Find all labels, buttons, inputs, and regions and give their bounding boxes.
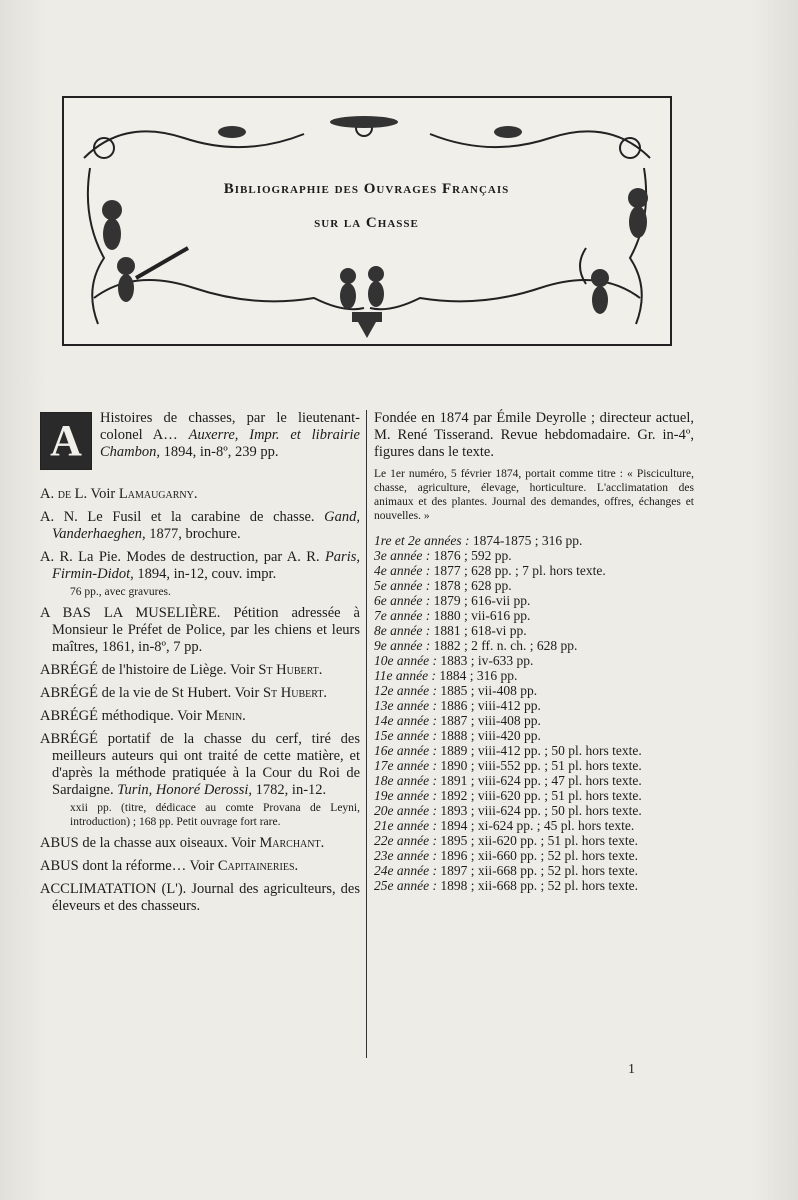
entry bbox=[40, 605, 360, 656]
entry-text: de la vie de St Hubert. Voir bbox=[98, 685, 263, 701]
year-row bbox=[374, 848, 694, 863]
year-detail: 1893 ; viii-624 pp. ; 50 pl. hors texte. bbox=[436, 803, 642, 818]
year-label: 24e année : bbox=[374, 863, 437, 878]
entry-tail: 1782, in-12. bbox=[252, 782, 327, 798]
year-detail: 1884 ; 316 pp. bbox=[435, 668, 518, 683]
column-divider bbox=[366, 410, 367, 1058]
entry bbox=[40, 486, 360, 503]
year-row bbox=[374, 698, 694, 713]
year-detail: 1879 ; 616-vii pp. bbox=[430, 593, 531, 608]
year-label: 11e année : bbox=[374, 668, 436, 683]
year-row bbox=[374, 533, 694, 548]
entry-tail: 1894, in-12, couv. impr. bbox=[133, 566, 277, 582]
year-label: 19e année : bbox=[374, 788, 437, 803]
year-row bbox=[374, 863, 694, 878]
entry-tail: 1894, in-8º, 239 pp. bbox=[163, 444, 279, 460]
year-detail: 1897 ; xii-668 pp. ; 52 pl. hors texte. bbox=[436, 863, 638, 878]
year-row bbox=[374, 608, 694, 623]
entry bbox=[40, 881, 360, 915]
year-detail: 1882 ; 2 ff. n. ch. ; 628 pp. bbox=[430, 638, 578, 653]
entry-publisher: Auxerre, Impr. et librairie Chambon, bbox=[100, 427, 360, 460]
entry-publisher: Gand, Vanderhaeghen, bbox=[52, 509, 360, 542]
entry-text: La Pie. Modes de destruction, par A. R. bbox=[72, 549, 325, 565]
year-row bbox=[374, 773, 694, 788]
year-row bbox=[374, 713, 694, 728]
year-label: 10e année : bbox=[374, 653, 437, 668]
year-row bbox=[374, 878, 694, 893]
entry-ref: St Hubert. bbox=[258, 662, 323, 678]
year-label: 21e année : bbox=[374, 818, 437, 833]
entry bbox=[40, 662, 360, 679]
year-row bbox=[374, 668, 694, 683]
year-detail: 1890 ; viii-552 pp. ; 51 pl. hors texte. bbox=[436, 758, 642, 773]
entry-publisher: Turin, Honoré Derossi, bbox=[117, 782, 253, 798]
ornamental-header bbox=[62, 96, 672, 346]
entry-text: portatif de la chasse du cerf, tiré des meilleurs auteurs qui ont traité de cette matière, et d'après la méthode pratiquée à la Cour du Roi de Sardaigne. bbox=[52, 731, 360, 798]
entry-dropcap bbox=[40, 410, 360, 478]
year-label: 8e année : bbox=[374, 623, 431, 638]
decorated-initial: A bbox=[40, 412, 92, 470]
entry-head: ABRÉGÉ bbox=[40, 685, 98, 701]
year-label: 20e année : bbox=[374, 803, 437, 818]
entry-text: méthodique. Voir bbox=[98, 708, 206, 724]
year-detail: 1874-1875 ; 316 pp. bbox=[469, 533, 583, 548]
year-detail: 1889 ; viii-412 pp. ; 50 pl. hors texte. bbox=[436, 743, 642, 758]
year-label: 16e année : bbox=[374, 743, 437, 758]
entry-head: ABUS bbox=[40, 858, 79, 874]
year-label: 18e année : bbox=[374, 773, 437, 788]
year-label: 9e année : bbox=[374, 638, 431, 653]
entry bbox=[40, 509, 360, 543]
year-detail: 1876 ; 592 pp. bbox=[430, 548, 512, 563]
entry-head: ABRÉGÉ bbox=[40, 731, 98, 747]
year-detail: 1877 ; 628 pp. ; 7 pl. hors texte. bbox=[430, 563, 606, 578]
entry-head: ABRÉGÉ bbox=[40, 662, 98, 678]
entry bbox=[40, 549, 360, 599]
entry-ref: Capitaineries. bbox=[217, 858, 299, 874]
entry bbox=[40, 835, 360, 852]
entry-ref: St Hubert. bbox=[262, 685, 328, 701]
entry-note: 76 pp., avec gravures. bbox=[70, 586, 171, 598]
year-label: 5e année : bbox=[374, 578, 431, 593]
entry-tail: 1877, brochure. bbox=[145, 526, 241, 542]
entry-text: Voir bbox=[87, 486, 119, 502]
year-row bbox=[374, 623, 694, 638]
year-detail: 1891 ; viii-624 pp. ; 47 pl. hors texte. bbox=[436, 773, 642, 788]
left-column bbox=[40, 410, 360, 921]
year-label: 4e année : bbox=[374, 563, 431, 578]
year-label: 15e année : bbox=[374, 728, 437, 743]
year-detail: 1881 ; 618-vi pp. bbox=[430, 623, 527, 638]
year-detail: 1896 ; xii-660 pp. ; 52 pl. hors texte. bbox=[436, 848, 638, 863]
entry-publisher: Paris, Firmin-Didot, bbox=[52, 549, 360, 582]
journal-description: Fondée en 1874 par Émile Deyrolle ; directeur actuel, M. René Tisserand. Revue hebdomadaire. Gr. in-4º, figures dans le texte. bbox=[374, 410, 694, 460]
right-column bbox=[374, 410, 694, 893]
year-label: 22e année : bbox=[374, 833, 437, 848]
entry-text: dont la réforme… Voir bbox=[78, 858, 218, 874]
year-label: 13e année : bbox=[374, 698, 437, 713]
entry-head: A. N. bbox=[40, 509, 78, 525]
entry-head: A BAS LA MUSELIÈRE. bbox=[40, 605, 221, 621]
entry-ref: Menin. bbox=[205, 708, 246, 724]
header-title-line-1: Bibliographie des Ouvrages Français bbox=[223, 181, 510, 197]
year-detail: 1895 ; xii-620 pp. ; 51 pl. hors texte. bbox=[436, 833, 638, 848]
journal-note: Le 1er numéro, 5 février 1874, portait comme titre : « Pisciculture, chasse, agriculture, élevage, horticulture. L'acclimatation des animaux et des plantes. Journal des demandes, offres, échanges et nouvelles. » bbox=[374, 468, 694, 522]
year-label: 17e année : bbox=[374, 758, 437, 773]
year-detail: 1880 ; vii-616 pp. bbox=[430, 608, 531, 623]
year-detail: 1878 ; 628 pp. bbox=[430, 578, 512, 593]
header-title-line-2: sur la Chasse bbox=[314, 215, 419, 231]
entry-ref: Lamaugarny. bbox=[118, 486, 198, 502]
year-row bbox=[374, 788, 694, 803]
year-label: 1re et 2e années : bbox=[374, 533, 470, 548]
year-list bbox=[374, 533, 694, 893]
entry-note: xxii pp. (titre, dédicace au comte Provana de Leyni, introduction) ; 168 pp. Petit ouvrage fort rare. bbox=[70, 802, 360, 828]
year-row bbox=[374, 563, 694, 578]
year-detail: 1883 ; iv-633 pp. bbox=[436, 653, 534, 668]
year-row bbox=[374, 833, 694, 848]
year-label: 7e année : bbox=[374, 608, 431, 623]
year-row bbox=[374, 638, 694, 653]
entry-text: de l'histoire de Liège. Voir bbox=[98, 662, 259, 678]
entry-head: ACCLIMATATION (L'). bbox=[40, 881, 187, 897]
year-label: 23e année : bbox=[374, 848, 437, 863]
entry-text: Histoires de chasses, par le lieutenant-colonel A… bbox=[100, 410, 360, 443]
year-label: 6e année : bbox=[374, 593, 431, 608]
year-detail: 1886 ; viii-412 pp. bbox=[436, 698, 541, 713]
year-row bbox=[374, 803, 694, 818]
year-row bbox=[374, 578, 694, 593]
year-label: 12e année : bbox=[374, 683, 437, 698]
page-number: 1 bbox=[628, 1062, 635, 1077]
entry-text: Journal des agriculteurs, des éleveurs et des chasseurs. bbox=[52, 881, 360, 914]
entry-head: ABUS bbox=[40, 835, 79, 851]
entry-ref: Marchant. bbox=[259, 835, 325, 851]
year-row bbox=[374, 593, 694, 608]
year-row bbox=[374, 728, 694, 743]
entry-text: de la chasse aux oiseaux. Voir bbox=[78, 835, 260, 851]
year-row bbox=[374, 758, 694, 773]
entry bbox=[40, 731, 360, 829]
entry-text: Pétition adressée à Monsieur le Préfet de Police, par les chiens et leurs maîtres, 1861, in-8º, 7 pp. bbox=[52, 605, 360, 655]
entry-head: A. de L. bbox=[40, 486, 88, 502]
year-detail: 1888 ; viii-420 pp. bbox=[436, 728, 541, 743]
year-detail: 1885 ; vii-408 pp. bbox=[436, 683, 538, 698]
entry bbox=[40, 708, 360, 725]
year-label: 14e année : bbox=[374, 713, 437, 728]
year-detail: 1894 ; xi-624 pp. ; 45 pl. hors texte. bbox=[436, 818, 635, 833]
year-row bbox=[374, 548, 694, 563]
entry bbox=[40, 858, 360, 875]
year-row bbox=[374, 818, 694, 833]
year-detail: 1887 ; viii-408 pp. bbox=[436, 713, 541, 728]
year-label: 3e année : bbox=[374, 548, 431, 563]
year-row bbox=[374, 683, 694, 698]
entry-text: Le Fusil et la carabine de chasse. bbox=[77, 509, 325, 525]
year-row bbox=[374, 743, 694, 758]
year-row bbox=[374, 653, 694, 668]
year-detail: 1898 ; xii-668 pp. ; 52 pl. hors texte. bbox=[436, 878, 638, 893]
entry bbox=[40, 685, 360, 702]
entry-head: ABRÉGÉ bbox=[40, 708, 98, 724]
year-label: 25e année : bbox=[374, 878, 437, 893]
year-detail: 1892 ; viii-620 pp. ; 51 pl. hors texte. bbox=[436, 788, 642, 803]
entry-head: A. R. bbox=[40, 549, 73, 565]
